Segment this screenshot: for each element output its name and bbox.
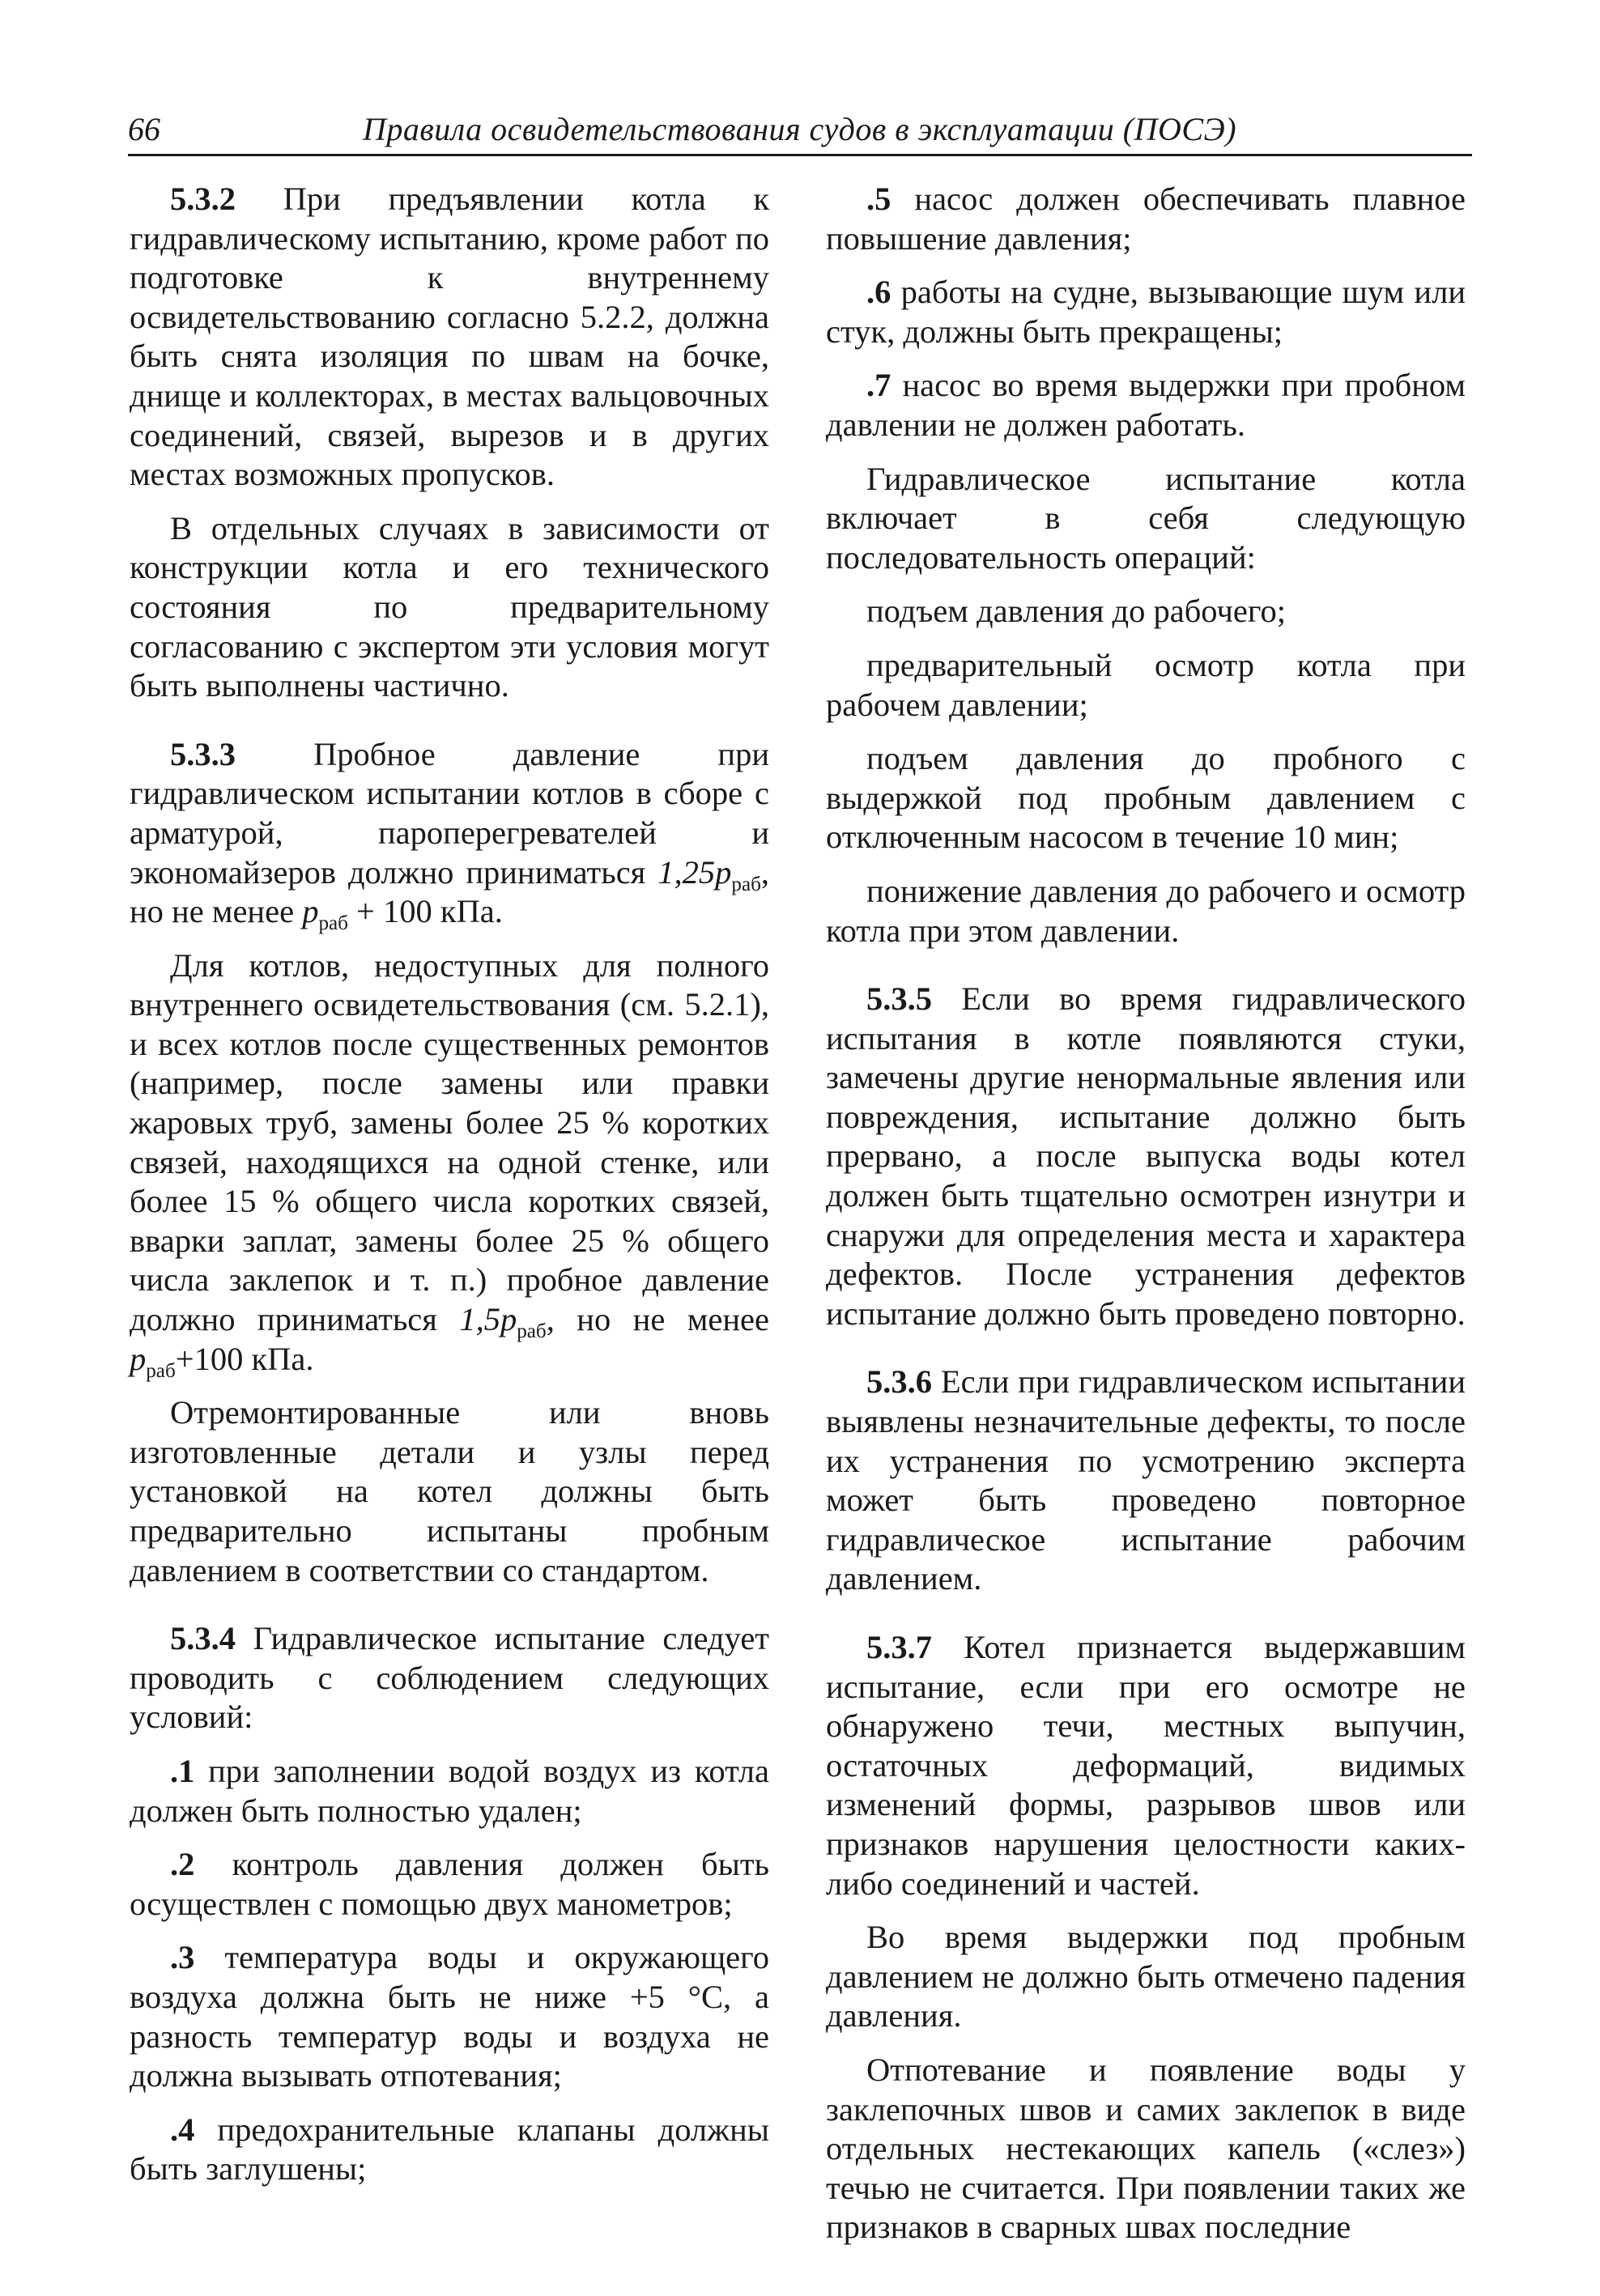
- section-number: 5.3.5: [866, 980, 932, 1018]
- right-column: [826, 180, 1466, 2262]
- paragraph-5-3-2: [130, 180, 769, 495]
- list-item: .5 насос должен обеспечивать плавное повышение давления;: [826, 181, 1466, 257]
- paragraph-5-3-4: 5.3.4 Гидравлическое испытание следует проводить с соблюдением следующих условий:: [130, 1620, 769, 1736]
- list-item: .6 работы на судне, вызывающие шум или стук, должны быть прекращены;: [826, 274, 1466, 350]
- paragraph-text: При предъявлении котла к гидравлическому испытанию, кроме работ по подготовке к внутреннему освидетельствованию согласно 5.2.2, должна быть снята изоляция по швам на бочке, днище и коллекторах, в местах вальцовочных соединений, связей, вырезов и в других местах возможных пропусков.: [130, 181, 769, 493]
- paragraph-5-3-6: 5.3.6 Если при гидравлическом испытании выявлены незначительные дефекты, то после их устранения по усмотрению эксперта может быть проведено повторное гидравлическое испытание рабочим давлением.: [826, 1363, 1466, 1597]
- page-header: [128, 105, 1472, 156]
- list-item: .1 при заполнении водой воздух из котла должен быть полностью удален;: [130, 1752, 769, 1829]
- list-item: .2 контроль давления должен быть осуществлен с помощью двух манометров;: [130, 1846, 769, 1922]
- paragraph: Гидравлическое испытание котла включает в себя следующую последовательность операций:: [826, 460, 1466, 576]
- paragraph-5-3-3: 5.3.3 Пробное давление при гидравлическом испытании котлов в сборе с арматурой, пароперегревателей и экономайзеров должно приниматься $1,25p_{раб}$, но не менее $p_{раб} + 100$ кПа.: [130, 735, 769, 934]
- paragraph-5-3-7: 5.3.7 Котел признается выдержавшим испытание, если при его осмотре не обнаружено течи, местных выпучин, остаточных деформаций, видимых изменений формы, разрывов швов или признаков нарушения целостности каких-либо соединений и частей.: [826, 1629, 1466, 1902]
- section-number: 5.3.4: [170, 1620, 236, 1657]
- page-number: 66: [128, 111, 160, 147]
- paragraph: Отремонтированные или вновь изготовленные детали и узлы перед установкой на котел должны быть предварительно испытаны пробным давлением в соответствии со стандартом.: [130, 1394, 769, 1588]
- sequence-step: подъем давления до пробного с выдержкой под пробным давлением с отключенным насосом в течение 10 мин;: [826, 740, 1466, 856]
- paragraph: Отпотевание и появление воды у заклепочных швов и самих заклепок в виде отдельных нестекающих капель («слез») течью не считается. При появлении таких же признаков в сварных швах последние: [826, 2051, 1466, 2246]
- section-number: 5.3.6: [866, 1363, 932, 1401]
- list-item: .7 насос во время выдержки при пробном давлении не должен работать.: [826, 367, 1466, 443]
- list-item: .4 предохранительные клапаны должны быть заглушены;: [130, 2111, 769, 2188]
- section-number: 5.3.3: [170, 735, 236, 772]
- running-title: Правила освидетельствования судов в эксплуатации (ПОСЭ): [363, 111, 1237, 147]
- list-item: .3 температура воды и окружающего воздуха должна быть не ниже +5 °С, а разность температур воды и воздуха не должна вызывать отпотевания;: [130, 1939, 769, 2094]
- section-number: 5.3.2: [170, 181, 236, 217]
- section-number: 5.3.7: [866, 1629, 932, 1665]
- paragraph: Во время выдержки под пробным давлением не должно быть отмечено падения давления.: [826, 1919, 1466, 2035]
- sequence-step: понижение давления до рабочего и осмотр котла при этом давлении.: [826, 872, 1466, 949]
- sequence-step: предварительный осмотр котла при рабочем давлении;: [826, 646, 1466, 723]
- paragraph-5-3-5: 5.3.5 Если во время гидравлического испытания в котле появляются стуки, замечены другие ненормальные явления или повреждения, испытание должно быть прервано, а после выпуска воды котел должен быть тщательно осмотрен изнутри и снаружи для определения места и характера дефектов. После устранения дефектов испытание должно быть проведено повторно.: [826, 980, 1466, 1332]
- paragraph: В отдельных случаях в зависимости от конструкции котла и его технического состояния по предварительному согласованию с экспертом эти условия могут быть выполнены частично.: [130, 509, 769, 704]
- left-column: [130, 180, 769, 2204]
- sequence-step: подъем давления до рабочего;: [866, 593, 1286, 630]
- paragraph: Для котлов, недоступных для полного внутреннего освидетельствования (см. 5.2.1), и всех котлов после существенных ремонтов (например, после замены или правки жаровых труб, замены более 25 % коротких связей, находящихся на одной стенке, или более 15 % общего числа коротких связей, вварки заплат, замены более 25 % общего числа заклепок и т. п.) пробное давление должно приниматься $1,5p_{раб}$, но не менее $p_{раб}+100$ кПа.: [130, 946, 769, 1382]
